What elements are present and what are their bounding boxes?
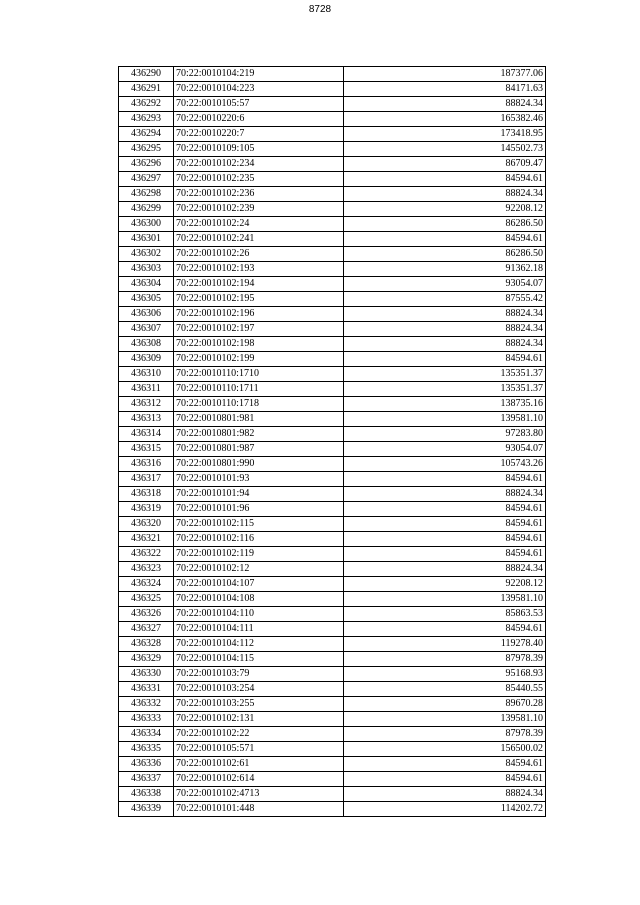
row-number-cell: 436297: [119, 172, 174, 187]
table-row: [119, 607, 546, 622]
table-row: [119, 277, 546, 292]
cadastral-value-cell: 139581.10: [344, 592, 546, 607]
table-row: [119, 667, 546, 682]
row-number-cell: 436314: [119, 427, 174, 442]
row-number-cell: 436325: [119, 592, 174, 607]
cadastral-number-cell: 70:22:0010102:193: [174, 262, 344, 277]
row-number-cell: 436305: [119, 292, 174, 307]
row-number-cell: 436311: [119, 382, 174, 397]
table-row: [119, 532, 546, 547]
table-row: [119, 547, 546, 562]
row-number-cell: 436320: [119, 517, 174, 532]
row-number-cell: 436333: [119, 712, 174, 727]
table-row: [119, 292, 546, 307]
cadastral-number-cell: 70:22:0010104:223: [174, 82, 344, 97]
table-row: [119, 262, 546, 277]
cadastral-value-cell: 84594.61: [344, 502, 546, 517]
row-number-cell: 436302: [119, 247, 174, 262]
cadastral-number-cell: 70:22:0010102:116: [174, 532, 344, 547]
table-row: [119, 217, 546, 232]
table-row: [119, 412, 546, 427]
row-number-cell: 436308: [119, 337, 174, 352]
cadastral-number-cell: 70:22:0010109:105: [174, 142, 344, 157]
cadastral-number-cell: 70:22:0010104:115: [174, 652, 344, 667]
table-row: [119, 157, 546, 172]
cadastral-number-cell: 70:22:0010102:195: [174, 292, 344, 307]
cadastral-number-cell: 70:22:0010102:197: [174, 322, 344, 337]
table-row: [119, 622, 546, 637]
row-number-cell: 436329: [119, 652, 174, 667]
row-number-cell: 436334: [119, 727, 174, 742]
cadastral-number-cell: 70:22:0010102:236: [174, 187, 344, 202]
cadastral-value-cell: 156500.02: [344, 742, 546, 757]
row-number-cell: 436331: [119, 682, 174, 697]
table-row: [119, 472, 546, 487]
cadastral-number-cell: 70:22:0010104:111: [174, 622, 344, 637]
row-number-cell: 436335: [119, 742, 174, 757]
cadastral-number-cell: 70:22:0010102:235: [174, 172, 344, 187]
row-number-cell: 436332: [119, 697, 174, 712]
table-row: [119, 367, 546, 382]
row-number-cell: 436312: [119, 397, 174, 412]
row-number-cell: 436337: [119, 772, 174, 787]
row-number-cell: 436339: [119, 802, 174, 817]
table-row: [119, 172, 546, 187]
row-number-cell: 436304: [119, 277, 174, 292]
row-number-cell: 436315: [119, 442, 174, 457]
row-number-cell: 436318: [119, 487, 174, 502]
cadastral-number-cell: 70:22:0010102:24: [174, 217, 344, 232]
cadastral-value-cell: 84171.63: [344, 82, 546, 97]
cadastral-value-cell: 119278.40: [344, 637, 546, 652]
table-row: [119, 757, 546, 772]
row-number-cell: 436292: [119, 97, 174, 112]
cadastral-value-cell: 88824.34: [344, 562, 546, 577]
cadastral-number-cell: 70:22:0010220:7: [174, 127, 344, 142]
table-row: [119, 232, 546, 247]
cadastral-value-cell: 114202.72: [344, 802, 546, 817]
cadastral-value-table: [118, 66, 546, 817]
table-row: [119, 697, 546, 712]
cadastral-number-cell: 70:22:0010102:614: [174, 772, 344, 787]
row-number-cell: 436328: [119, 637, 174, 652]
cadastral-number-cell: 70:22:0010104:110: [174, 607, 344, 622]
table-row: [119, 247, 546, 262]
cadastral-value-cell: 84594.61: [344, 547, 546, 562]
cadastral-number-cell: 70:22:0010102:131: [174, 712, 344, 727]
row-number-cell: 436293: [119, 112, 174, 127]
table-row: [119, 592, 546, 607]
cadastral-number-cell: 70:22:0010801:990: [174, 457, 344, 472]
table-row: [119, 802, 546, 817]
row-number-cell: 436303: [119, 262, 174, 277]
cadastral-number-cell: 70:22:0010102:194: [174, 277, 344, 292]
cadastral-number-cell: 70:22:0010101:96: [174, 502, 344, 517]
cadastral-number-cell: 70:22:0010110:1711: [174, 382, 344, 397]
cadastral-value-cell: 85440.55: [344, 682, 546, 697]
cadastral-value-cell: 138735.16: [344, 397, 546, 412]
cadastral-value-cell: 87978.39: [344, 727, 546, 742]
cadastral-value-cell: 84594.61: [344, 172, 546, 187]
cadastral-value-cell: 92208.12: [344, 577, 546, 592]
table-row: [119, 682, 546, 697]
table-row: [119, 742, 546, 757]
cadastral-number-cell: 70:22:0010102:4713: [174, 787, 344, 802]
table-row: [119, 382, 546, 397]
table-row: [119, 637, 546, 652]
table-row: [119, 337, 546, 352]
cadastral-value-cell: 91362.18: [344, 262, 546, 277]
row-number-cell: 436296: [119, 157, 174, 172]
cadastral-number-cell: 70:22:0010102:199: [174, 352, 344, 367]
table-row: [119, 112, 546, 127]
cadastral-value-cell: 87555.42: [344, 292, 546, 307]
cadastral-number-cell: 70:22:0010103:255: [174, 697, 344, 712]
row-number-cell: 436309: [119, 352, 174, 367]
cadastral-value-cell: 86709.47: [344, 157, 546, 172]
table-row: [119, 352, 546, 367]
cadastral-value-cell: 139581.10: [344, 412, 546, 427]
table-row: [119, 517, 546, 532]
cadastral-number-cell: 70:22:0010101:94: [174, 487, 344, 502]
cadastral-number-cell: 70:22:0010801:981: [174, 412, 344, 427]
cadastral-value-cell: 139581.10: [344, 712, 546, 727]
table-row: [119, 307, 546, 322]
cadastral-value-cell: 165382.46: [344, 112, 546, 127]
cadastral-number-cell: 70:22:0010102:26: [174, 247, 344, 262]
cadastral-value-cell: 88824.34: [344, 187, 546, 202]
row-number-cell: 436300: [119, 217, 174, 232]
table-row: [119, 577, 546, 592]
table-row: [119, 322, 546, 337]
cadastral-number-cell: 70:22:0010102:22: [174, 727, 344, 742]
table-row: [119, 142, 546, 157]
table-row: [119, 502, 546, 517]
row-number-cell: 436322: [119, 547, 174, 562]
cadastral-value-cell: 88824.34: [344, 307, 546, 322]
table-row: [119, 67, 546, 82]
row-number-cell: 436319: [119, 502, 174, 517]
table-row: [119, 82, 546, 97]
table-row: [119, 727, 546, 742]
row-number-cell: 436336: [119, 757, 174, 772]
cadastral-value-cell: 92208.12: [344, 202, 546, 217]
cadastral-number-cell: 70:22:0010104:112: [174, 637, 344, 652]
row-number-cell: 436330: [119, 667, 174, 682]
row-number-cell: 436317: [119, 472, 174, 487]
cadastral-number-cell: 70:22:0010102:241: [174, 232, 344, 247]
cadastral-value-cell: 84594.61: [344, 532, 546, 547]
row-number-cell: 436291: [119, 82, 174, 97]
row-number-cell: 436321: [119, 532, 174, 547]
cadastral-value-cell: 84594.61: [344, 352, 546, 367]
page-number: 8728: [308, 4, 332, 15]
cadastral-value-cell: 145502.73: [344, 142, 546, 157]
row-number-cell: 436310: [119, 367, 174, 382]
cadastral-number-cell: 70:22:0010102:61: [174, 757, 344, 772]
row-number-cell: 436290: [119, 67, 174, 82]
table-row: [119, 787, 546, 802]
row-number-cell: 436327: [119, 622, 174, 637]
table-row: [119, 712, 546, 727]
cadastral-number-cell: 70:22:0010101:448: [174, 802, 344, 817]
cadastral-value-cell: 84594.61: [344, 772, 546, 787]
cadastral-value-cell: 88824.34: [344, 97, 546, 112]
cadastral-number-cell: 70:22:0010110:1718: [174, 397, 344, 412]
row-number-cell: 436306: [119, 307, 174, 322]
cadastral-value-cell: 173418.95: [344, 127, 546, 142]
cadastral-value-cell: 88824.34: [344, 322, 546, 337]
table-row: [119, 562, 546, 577]
row-number-cell: 436307: [119, 322, 174, 337]
cadastral-number-cell: 70:22:0010102:234: [174, 157, 344, 172]
table-row: [119, 187, 546, 202]
cadastral-number-cell: 70:22:0010104:107: [174, 577, 344, 592]
cadastral-number-cell: 70:22:0010102:119: [174, 547, 344, 562]
table-body: [119, 67, 546, 817]
table-row: [119, 442, 546, 457]
cadastral-value-cell: 84594.61: [344, 757, 546, 772]
cadastral-number-cell: 70:22:0010801:987: [174, 442, 344, 457]
cadastral-number-cell: 70:22:0010104:108: [174, 592, 344, 607]
cadastral-value-cell: 95168.93: [344, 667, 546, 682]
row-number-cell: 436313: [119, 412, 174, 427]
cadastral-number-cell: 70:22:0010220:6: [174, 112, 344, 127]
cadastral-number-cell: 70:22:0010110:1710: [174, 367, 344, 382]
cadastral-number-cell: 70:22:0010102:198: [174, 337, 344, 352]
cadastral-number-cell: 70:22:0010104:219: [174, 67, 344, 82]
cadastral-value-cell: 84594.61: [344, 232, 546, 247]
cadastral-number-cell: 70:22:0010103:79: [174, 667, 344, 682]
cadastral-value-cell: 135351.37: [344, 382, 546, 397]
cadastral-value-cell: 84594.61: [344, 517, 546, 532]
cadastral-value-cell: 105743.26: [344, 457, 546, 472]
table-row: [119, 127, 546, 142]
table-row: [119, 457, 546, 472]
row-number-cell: 436298: [119, 187, 174, 202]
cadastral-value-cell: 87978.39: [344, 652, 546, 667]
cadastral-value-cell: 85863.53: [344, 607, 546, 622]
cadastral-number-cell: 70:22:0010102:239: [174, 202, 344, 217]
cadastral-value-cell: 84594.61: [344, 622, 546, 637]
cadastral-value-cell: 135351.37: [344, 367, 546, 382]
cadastral-value-cell: 84594.61: [344, 472, 546, 487]
row-number-cell: 436326: [119, 607, 174, 622]
row-number-cell: 436294: [119, 127, 174, 142]
table-row: [119, 397, 546, 412]
cadastral-value-cell: 89670.28: [344, 697, 546, 712]
cadastral-number-cell: 70:22:0010102:196: [174, 307, 344, 322]
table-row: [119, 772, 546, 787]
row-number-cell: 436324: [119, 577, 174, 592]
row-number-cell: 436323: [119, 562, 174, 577]
cadastral-number-cell: 70:22:0010101:93: [174, 472, 344, 487]
cadastral-value-cell: 88824.34: [344, 337, 546, 352]
row-number-cell: 436338: [119, 787, 174, 802]
row-number-cell: 436295: [119, 142, 174, 157]
cadastral-value-cell: 93054.07: [344, 442, 546, 457]
cadastral-number-cell: 70:22:0010103:254: [174, 682, 344, 697]
table-row: [119, 487, 546, 502]
row-number-cell: 436301: [119, 232, 174, 247]
row-number-cell: 436299: [119, 202, 174, 217]
cadastral-value-cell: 187377.06: [344, 67, 546, 82]
cadastral-number-cell: 70:22:0010102:115: [174, 517, 344, 532]
table-row: [119, 427, 546, 442]
table-row: [119, 652, 546, 667]
table-row: [119, 202, 546, 217]
cadastral-number-cell: 70:22:0010801:982: [174, 427, 344, 442]
cadastral-value-cell: 88824.34: [344, 787, 546, 802]
cadastral-value-cell: 97283.80: [344, 427, 546, 442]
table-row: [119, 97, 546, 112]
cadastral-value-cell: 93054.07: [344, 277, 546, 292]
cadastral-value-cell: 86286.50: [344, 217, 546, 232]
cadastral-value-cell: 86286.50: [344, 247, 546, 262]
cadastral-number-cell: 70:22:0010102:12: [174, 562, 344, 577]
cadastral-number-cell: 70:22:0010105:57: [174, 97, 344, 112]
cadastral-number-cell: 70:22:0010105:571: [174, 742, 344, 757]
cadastral-value-cell: 88824.34: [344, 487, 546, 502]
row-number-cell: 436316: [119, 457, 174, 472]
